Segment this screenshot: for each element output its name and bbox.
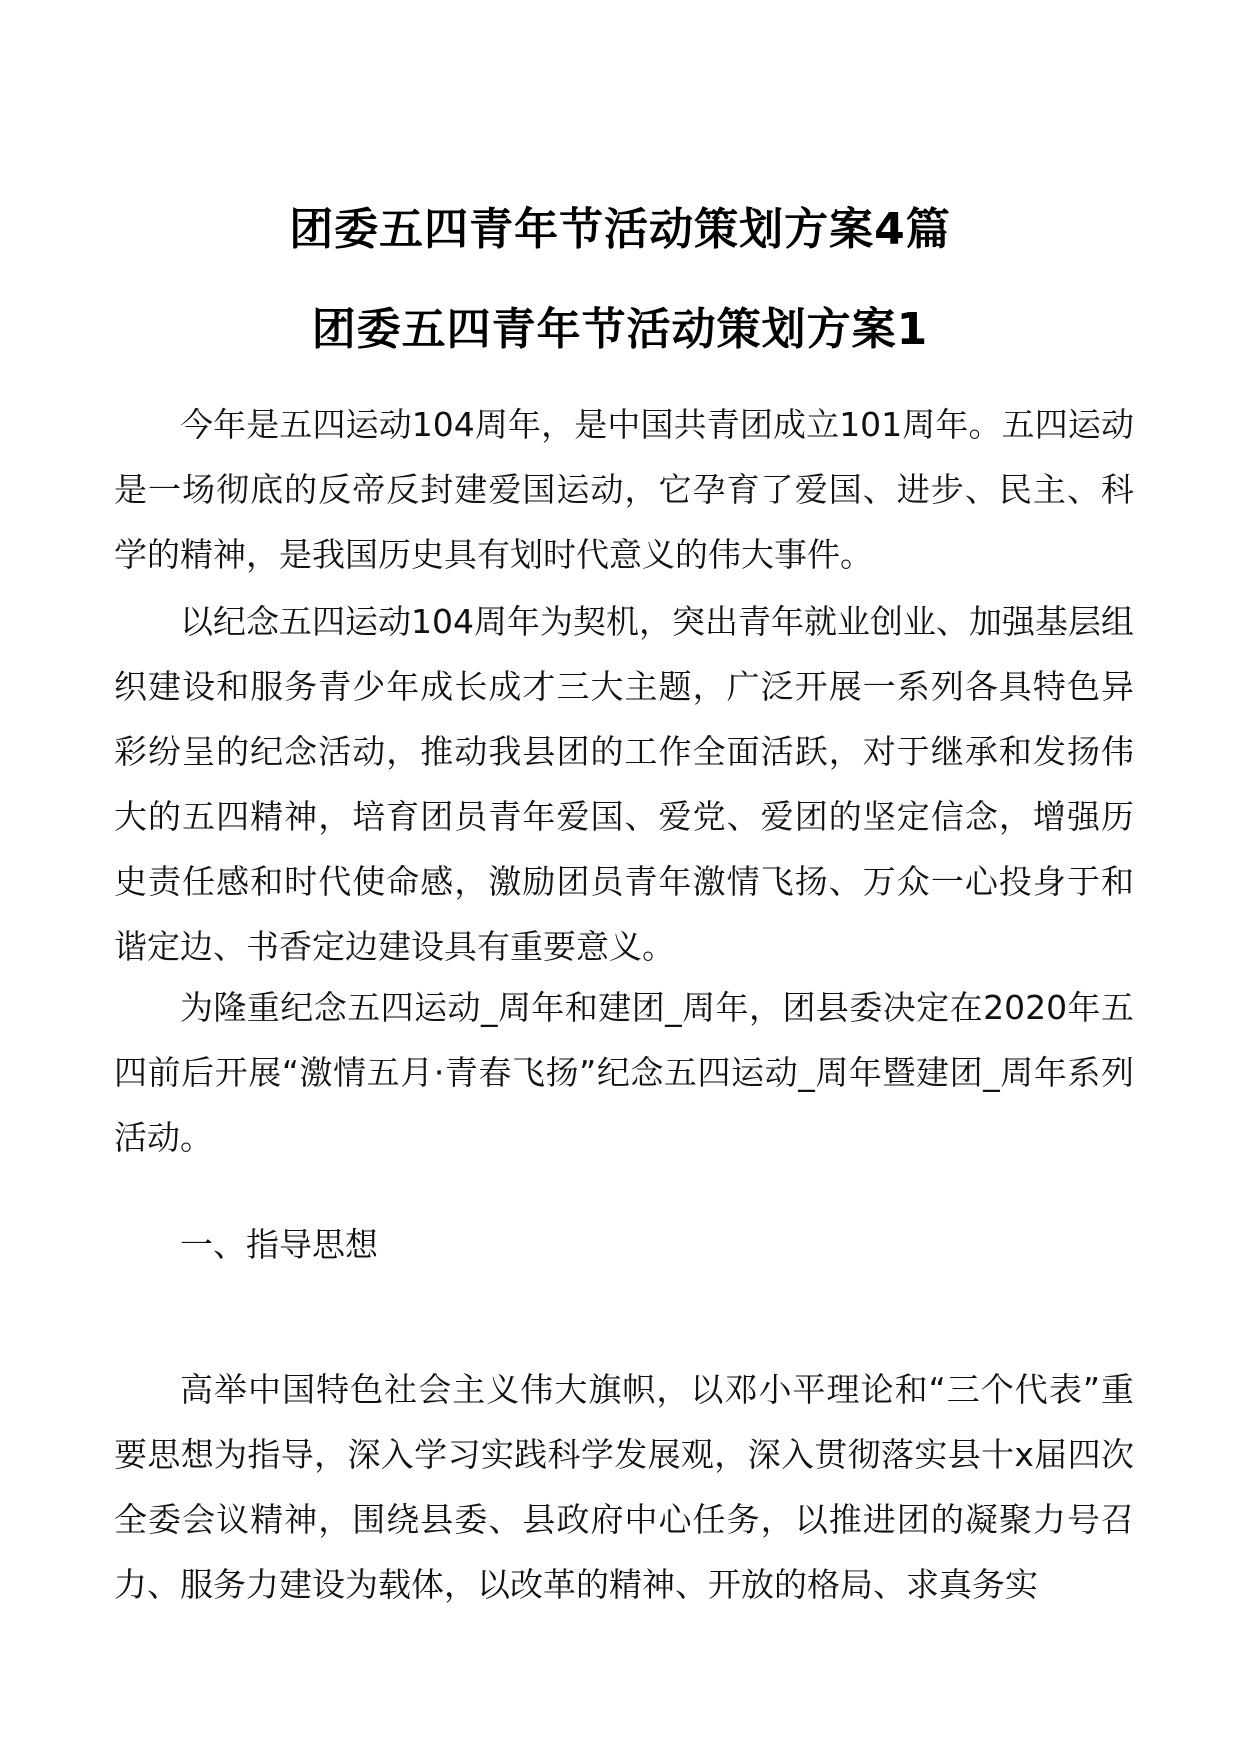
- paragraph-guiding-ideology: 高举中国特色社会主义伟大旗帜，以邓小平理论和“三个代表”重要思想为指导，深入学习实践科学发展观，深入贯彻落实县十x届四次全委会议精神，围绕县委、县政府中心任务，以推进团的凝聚力号召力、服务力建设为载体，以改革的精神、开放的格局、求真务实: [114, 1370, 1134, 1604]
- document-subtitle: 团委五四青年节活动策划方案1: [311, 304, 929, 355]
- paragraph-decision: 为隆重纪念五四运动_周年和建团_周年，团县委决定在2020年五四前后开展“激情五月·青春飞扬”纪念五四运动_周年暨建团_周年系列活动。: [114, 988, 1134, 1157]
- section-heading: 一、指导思想: [180, 1225, 378, 1264]
- document-title: 团委五四青年节活动策划方案4篇: [289, 204, 951, 255]
- paragraph-purpose: 以纪念五四运动104周年为契机，突出青年就业创业、加强基层组织建设和服务青少年成长成才三大主题，广泛开展一系列各具特色异彩纷呈的纪念活动，推动我县团的工作全面活跃，对于继承和发扬伟大的五四精神，培育团员青年爱国、爱党、爱团的坚定信念，增强历史责任感和时代使命感，激励团员青年激情飞扬、万众一心投身于和谐定边、书香定边建设具有重要意义。: [114, 602, 1134, 966]
- paragraph-intro: 今年是五四运动104周年，是中国共青团成立101周年。五四运动是一场彻底的反帝反封建爱国运动，它孕育了爱国、进步、民主、科学的精神，是我国历史具有划时代意义的伟大事件。: [114, 405, 1134, 574]
